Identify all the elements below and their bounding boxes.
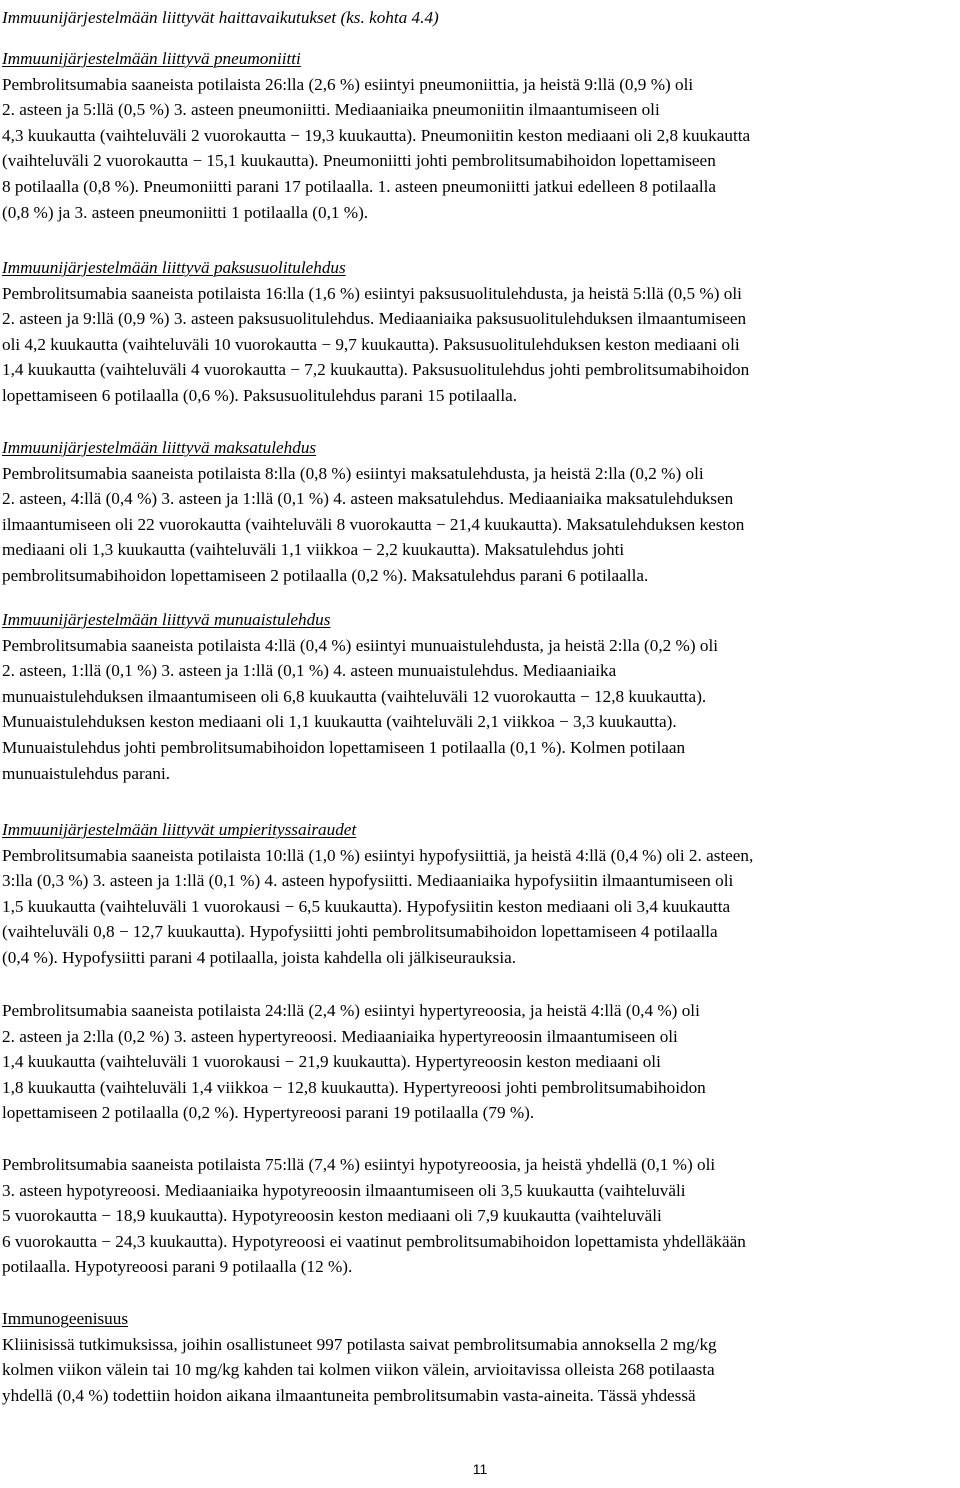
paragraph-line: 1,4 kuukautta (vaihteluväli 4 vuorokautta − 7,2 kuukautta). Paksusuolitulehdus johti pembrolitsumabihoidon (2, 360, 750, 380)
paragraph-line: mediaani oli 1,3 kuukautta (vaihteluväli 1,1 viikkoa − 2,2 kuukautta). Maksatulehdus johti (2, 540, 625, 560)
paragraph-line: Pembrolitsumabia saaneista potilaista 75:llä (7,4 %) esiintyi hypotyreoosia, ja heistä yhdellä (0,1 %) oli (2, 1155, 716, 1174)
paragraph-line: 4,3 kuukautta (vaihteluväli 2 vuorokautta − 19,3 kuukautta). Pneumoniitin keston mediaani oli 2,8 kuukautta (2, 125, 751, 145)
paragraph-line: (vaihteluväli 2 vuorokautta − 15,1 kuukautta). Pneumoniitti johti pembrolitsumabihoidon lopettamiseen (2, 151, 716, 171)
section-heading: Immuunijärjestelmään liittyvät umpierityssairaudet (2, 820, 357, 839)
section-hyperthyroidism (2, 998, 960, 1126)
paragraph-line: munuaistulehduksen ilmaantumiseen oli 6,8 kuukautta (vaihteluväli 12 vuorokautta − 12,8 kuukautta). (2, 686, 707, 706)
paragraph-line: munuaistulehdus parani. (2, 763, 171, 783)
paragraph-line: 1,5 kuukautta (vaihteluväli 1 vuorokausi − 6,5 kuukautta). Hypofysiitin keston mediaani oli 3,4 kuukautta (2, 896, 731, 916)
paragraph-line: 2. asteen ja 5:llä (0,5 %) 3. asteen pneumoniitti. Mediaaniaika pneumoniitin ilmaantumiseen oli (2, 100, 660, 120)
section-pneumonitis (2, 46, 960, 225)
section-heading: Immunogeenisuus (2, 1309, 129, 1328)
paragraph-line: 3:lla (0,3 %) 3. asteen ja 1:llä (0,1 %) 4. asteen hypofysiitti. Mediaaniaika hypofysiitin ilmaantumiseen oli (2, 871, 734, 891)
paragraph-line: Pembrolitsumabia saaneista potilaista 16:lla (1,6 %) esiintyi paksusuolitulehdusta, ja heistä 5:llä (0,5 %) oli (2, 283, 742, 303)
paragraph-line: Pembrolitsumabia saaneista potilaista 24:llä (2,4 %) esiintyi hypertyreoosia, ja heistä 4:llä (0,4 %) oli (2, 1001, 700, 1020)
paragraph-line: lopettamiseen 2 potilaalla (0,2 %). Hypertyreoosi parani 19 potilaalla (79 %). (2, 1103, 535, 1123)
paragraph-line: Pembrolitsumabia saaneista potilaista 26:lla (2,6 %) esiintyi pneumoniittia, ja heistä 9:llä (0,9 %) oli (2, 74, 694, 94)
paragraph-line: yhdellä (0,4 %) todettiin hoidon aikana ilmaantuneita pembrolitsumabin vasta-aineita. Tässä yhdessä (2, 1385, 696, 1405)
section-heading: Immuunijärjestelmään liittyvä munuaistulehdus (2, 610, 331, 629)
paragraph-line: 2. asteen ja 2:lla (0,2 %) 3. asteen hypertyreoosi. Mediaaniaika hypertyreoosin ilmaantumiseen oli (2, 1026, 678, 1046)
paragraph-line: potilaalla. Hypotyreoosi parani 9 potilaalla (12 %). (2, 1257, 353, 1277)
paragraph-line: 5 vuorokautta − 18,9 kuukautta). Hypotyreoosin keston mediaani oli 7,9 kuukautta (vaihteluväli (2, 1206, 662, 1226)
paragraph-line: pembrolitsumabihoidon lopettamiseen 2 potilaalla (0,2 %). Maksatulehdus parani 6 potilaalla. (2, 565, 649, 585)
paragraph-line: ilmaantumiseen oli 22 vuorokautta (vaihteluväli 8 vuorokautta − 21,4 kuukautta). Maksatulehduksen keston (2, 514, 745, 534)
paragraph-line: kolmen viikon välein tai 10 mg/kg kahden tai kolmen viikon välein, arvioitavissa olleista 268 potilaasta (2, 1360, 715, 1380)
page-number: 11 (472, 1461, 488, 1477)
section-heading: Immuunijärjestelmään liittyvä pneumoniitti (2, 49, 301, 68)
paragraph-line: oli 4,2 kuukautta (vaihteluväli 10 vuorokautta − 9,7 kuukautta). Paksusuolitulehduksen keston mediaani oli (2, 334, 740, 354)
paragraph-line: Munuaistulehduksen keston mediaani oli 1,1 kuukautta (vaihteluväli 2,1 viikkoa − 3,3 kuukautta). (2, 712, 677, 732)
paragraph-line: (vaihteluväli 0,8 − 12,7 kuukautta). Hypofysiitti johti pembrolitsumabihoidon lopettamiseen 4 potilaalla (2, 922, 718, 942)
paragraph-line: (0,8 %) ja 3. asteen pneumoniitti 1 potilaalla (0,1 %). (2, 202, 369, 222)
paragraph-line: 8 potilaalla (0,8 %). Pneumoniitti parani 17 potilaalla. 1. asteen pneumoniitti jatkui edelleen 8 potilaalla (2, 176, 717, 196)
section-hepatitis (2, 435, 960, 589)
section-heading: Immuunijärjestelmään liittyvä maksatulehdus (2, 438, 317, 457)
paragraph-line: 1,4 kuukautta (vaihteluväli 1 vuorokausi − 21,9 kuukautta). Hypertyreoosin keston mediaani oli (2, 1052, 661, 1072)
paragraph-line: Munuaistulehdus johti pembrolitsumabihoidon lopettamiseen 1 potilaalla (0,1 %). Kolmen potilaan (2, 737, 686, 757)
paragraph-line: 3. asteen hypotyreoosi. Mediaaniaika hypotyreoosin ilmaantumiseen oli 3,5 kuukautta (vaihteluväli (2, 1180, 686, 1200)
paragraph-line: Pembrolitsumabia saaneista potilaista 10:llä (1,0 %) esiintyi hypofysiittiä, ja heistä 4:llä (0,4 %) oli 2. asteen, (2, 845, 754, 865)
top-heading: Immuunijärjestelmään liittyvät haittavaikutukset (ks. kohta 4.4) (2, 8, 439, 27)
paragraph-line: (0,4 %). Hypofysiitti parani 4 potilaalla, joista kahdella oli jälkiseurauksia. (2, 947, 517, 967)
section-endocrinopathies (2, 817, 960, 971)
section-immunogenicity (2, 1306, 960, 1408)
paragraph-line: 2. asteen, 4:llä (0,4 %) 3. asteen ja 1:llä (0,1 %) 4. asteen maksatulehdus. Mediaaniaika maksatulehduksen (2, 489, 734, 509)
section-heading: Immuunijärjestelmään liittyvä paksusuolitulehdus (2, 258, 346, 277)
section-colitis (2, 255, 960, 409)
section-nephritis (2, 607, 960, 786)
paragraph-line: Pembrolitsumabia saaneista potilaista 8:lla (0,8 %) esiintyi maksatulehdusta, ja heistä 2:lla (0,2 %) oli (2, 463, 704, 483)
paragraph-line: 2. asteen, 1:llä (0,1 %) 3. asteen ja 1:llä (0,1 %) 4. asteen munuaistulehdus. Mediaaniaika (2, 661, 617, 681)
paragraph-line: Pembrolitsumabia saaneista potilaista 4:llä (0,4 %) esiintyi munuaistulehdusta, ja heistä 2:lla (0,2 %) oli (2, 635, 719, 655)
paragraph-line: lopettamiseen 6 potilaalla (0,6 %). Paksusuolitulehdus parani 15 potilaalla. (2, 385, 518, 405)
paragraph-line: 6 vuorokautta − 24,3 kuukautta). Hypotyreoosi ei vaatinut pembrolitsumabihoidon lopettamista yhdelläkään (2, 1231, 746, 1251)
paragraph-line: Kliinisissä tutkimuksissa, joihin osallistuneet 997 potilasta saivat pembrolitsumabia annoksella 2 mg/kg (2, 1334, 717, 1354)
section-hypothyroidism (2, 1152, 960, 1280)
paragraph-line: 2. asteen ja 9:llä (0,9 %) 3. asteen paksusuolitulehdus. Mediaaniaika paksusuolitulehduksen ilmaantumiseen (2, 309, 747, 329)
paragraph-line: 1,8 kuukautta (vaihteluväli 1,4 viikkoa − 12,8 kuukautta). Hypertyreoosi johti pembrolitsumabihoidon (2, 1077, 706, 1097)
